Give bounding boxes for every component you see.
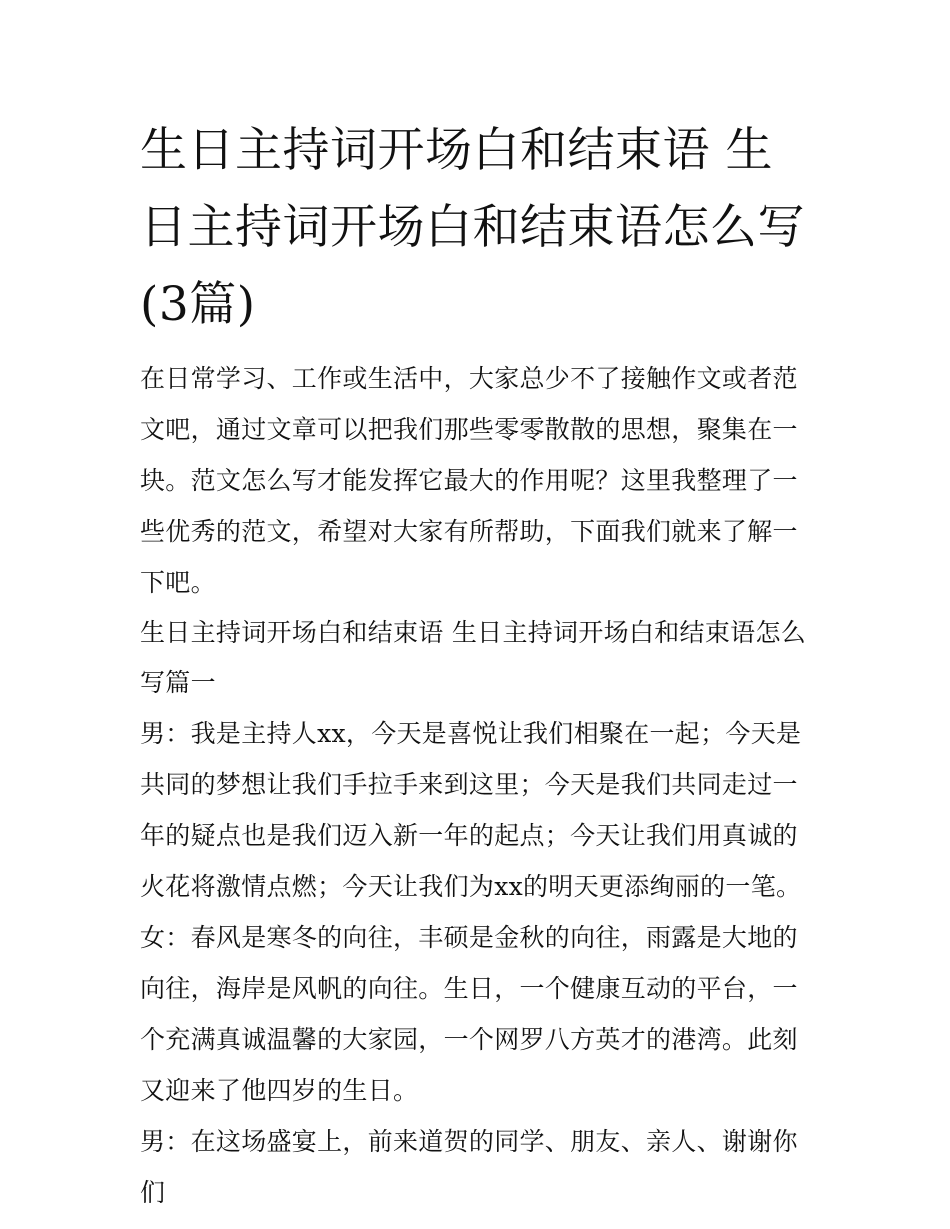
body-paragraph: 男：我是主持人xx，今天是喜悦让我们相聚在一起；今天是共同的梦想让我们手拉手来到这里；今天是我们共同走过一年的疑点也是我们迈入新一年的起点；今天让我们用真诚的火花将激情点燃；今天让我们为xx的明天更添绚丽的一笔。: [140, 719, 802, 901]
document-body: [140, 112, 820, 1218]
body-paragraph: 男：在这场盛宴上，前来道贺的同学、朋友、亲人、谢谢你们: [140, 1127, 798, 1207]
intro-paragraph: 在日常学习、工作或生活中，大家总少不了接触作文或者范文吧，通过文章可以把我们那些零零散散的思想，聚集在一块。范文怎么写才能发挥它最大的作用呢？这里我整理了一些优秀的范文，希望对大家有所帮助，下面我们就来了解一下吧。: [140, 364, 798, 597]
section-heading: 生日主持词开场白和结束语 生日主持词开场白和结束语怎么写篇一: [140, 618, 807, 697]
document-title: 生日主持词开场白和结束语 生日主持词开场白和结束语怎么写(3篇): [140, 123, 805, 332]
body-paragraph: 女：春风是寒冬的向往，丰硕是金秋的向往，雨露是大地的向往，海岸是风帆的向往。生日，一个健康互动的平台，一个充满真诚温馨的大家园，一个网罗八方英才的港湾。此刻又迎来了他四岁的生日。: [140, 923, 798, 1105]
